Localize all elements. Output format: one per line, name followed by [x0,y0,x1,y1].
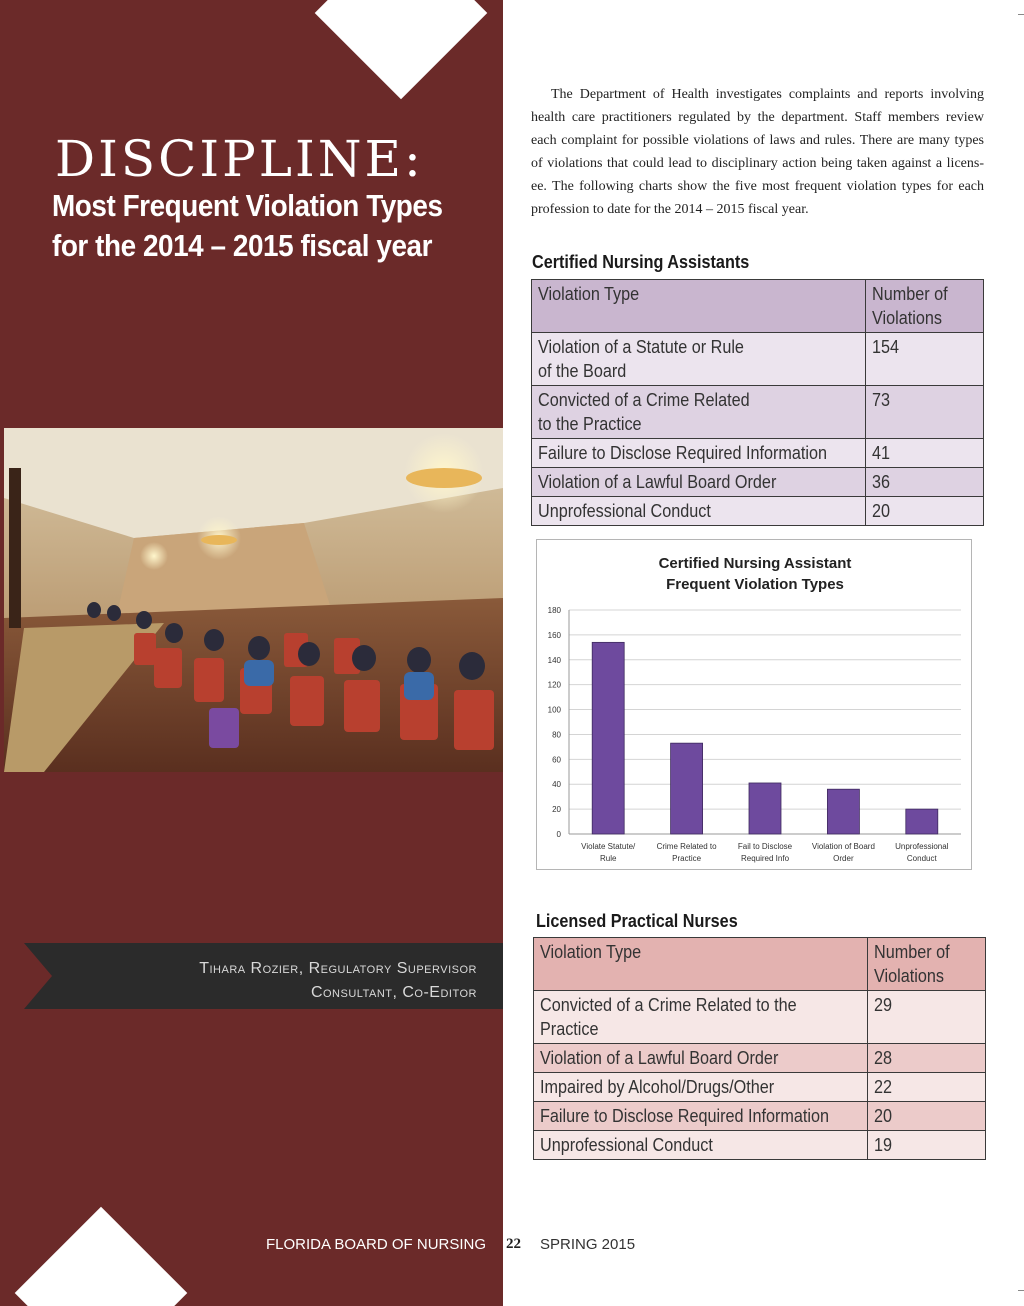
x-tick-label: Fail to Disclose [737,842,793,851]
count-cell [866,386,984,439]
y-tick-label: 100 [547,705,561,715]
table-row [532,497,984,526]
cell-text: Violation of a Lawful Board Order [538,472,777,492]
lpn-violations-table [533,937,986,1160]
x-tick-label: Practice [672,854,702,863]
y-tick-label: 0 [556,830,561,839]
footer-publication: FLORIDA BOARD OF NURSING [266,1236,487,1253]
count-cell [868,1131,986,1160]
x-tick-label: Violate Statute/ [581,842,636,851]
header-label: Violation Type [540,942,642,962]
left-panel [0,0,503,1306]
y-tick-label: 120 [547,680,561,690]
violation-type-cell [534,1073,868,1102]
cell-text: 154 [872,337,900,357]
conference-photo [4,428,503,772]
violation-type-cell [532,386,866,439]
violation-type-cell [534,991,868,1044]
violation-type-cell [532,439,866,468]
count-cell [866,497,984,526]
y-tick-label: 80 [552,730,561,740]
y-tick-label: 180 [547,606,561,615]
author-name-line: Tihara Rozier, Regulatory Supervisor [199,960,477,977]
cell-text: 36 [872,472,891,492]
table-row [534,1044,986,1073]
table-row [534,1073,986,1102]
cell-text: 41 [872,443,891,463]
violation-type-cell [534,1131,868,1160]
cell-text: 20 [872,501,891,521]
header-cell [534,938,868,991]
count-cell [868,991,986,1044]
cell-text: Failure to Disclose Required Information [538,443,828,463]
cell-text: Violation of a Lawful Board Order [540,1048,779,1068]
decorative-diamond [15,1207,188,1306]
x-tick-label: Unprofessional [895,842,949,851]
cna-bar-chart [536,539,972,870]
header-label: Number of Violations [874,942,950,986]
page-number: 22 [506,1236,521,1252]
author-credit [199,957,477,1005]
bar [749,783,781,834]
x-tick-label: Conduct [906,854,937,863]
cell-text: 29 [874,995,893,1015]
crop-mark [1018,1290,1024,1291]
author-role-line: Consultant, Co-Editor [310,984,477,1001]
table-header-row [534,938,986,991]
violation-type-cell [532,468,866,497]
cell-text: 19 [874,1135,893,1155]
count-cell [868,1102,986,1131]
table-row [532,333,984,386]
cell-text: Impaired by Alcohol/Drugs/Other [540,1077,775,1097]
count-cell [866,333,984,386]
table-row [532,468,984,497]
table-row [534,991,986,1044]
header-cell [532,280,866,333]
cell-text: 28 [874,1048,893,1068]
table-header-row [532,280,984,333]
y-tick-label: 60 [552,755,561,765]
crop-mark [1018,14,1024,15]
cell-text: Violation of a Statute or Rule of the Board [538,337,744,381]
page-title: DISCIPLINE: [55,130,424,188]
author-banner [24,943,503,1009]
page-subtitle: Most Frequent Violation Types for the 2014 – 2015 fiscal year [52,188,443,263]
bar [827,789,859,834]
table-row [532,439,984,468]
cell-text: Convicted of a Crime Related to the Practice [540,995,797,1039]
y-tick-label: 20 [552,805,561,815]
cell-text: Unprofessional Conduct [540,1135,713,1155]
count-cell [866,468,984,497]
table-row [532,386,984,439]
x-tick-label: Violation of Board [811,842,875,851]
table-row [534,1102,986,1131]
violation-type-cell [532,333,866,386]
x-tick-label: Order [833,854,854,863]
bar [906,809,938,834]
chart-canvas [537,540,973,871]
intro-text: The Department of Health investigates complaints and reports involving health care practitioners regulated by the department. Staff members review each complaint for possible violations of laws and rules. There are many types of violations that could lead to disciplinary action being taken against a licens- ee. The following charts show the five most frequent violation types for each profession to date for the 2014 – 2015 fiscal year. [531,87,984,217]
y-tick-label: 140 [547,655,561,665]
cna-section-title: Certified Nursing Assistants [532,252,750,272]
cell-text: Failure to Disclose Required Information [540,1106,830,1126]
x-tick-label: Crime Related to [656,842,717,851]
chart-title-line: Frequent Violation Types [666,576,844,593]
header-label: Violation Type [538,284,640,304]
count-cell [868,1073,986,1102]
cell-text: Unprofessional Conduct [538,501,711,521]
violation-type-cell [534,1102,868,1131]
cna-violations-table [531,279,984,526]
chart-title-line: Certified Nursing Assistant [658,555,852,572]
count-cell [868,1044,986,1073]
cell-text: Convicted of a Crime Related to the Practice [538,390,750,434]
header-cell [866,280,984,333]
cell-text: 22 [874,1077,893,1097]
bar [592,642,624,834]
cell-text: 20 [874,1106,893,1126]
x-tick-label: Rule [599,854,617,863]
lpn-section-title: Licensed Practical Nurses [536,911,738,931]
bar [671,743,703,834]
cell-text: 73 [872,390,891,410]
count-cell [866,439,984,468]
y-tick-label: 160 [547,630,561,640]
header-label: Number of Violations [872,284,948,328]
table-row [534,1131,986,1160]
footer-issue: SPRING 2015 [540,1236,636,1253]
violation-type-cell [534,1044,868,1073]
violation-type-cell [532,497,866,526]
decorative-diamond [315,0,488,99]
y-tick-label: 40 [552,780,561,790]
x-tick-label: Required Info [740,854,790,863]
intro-paragraph [531,83,984,221]
header-cell [868,938,986,991]
